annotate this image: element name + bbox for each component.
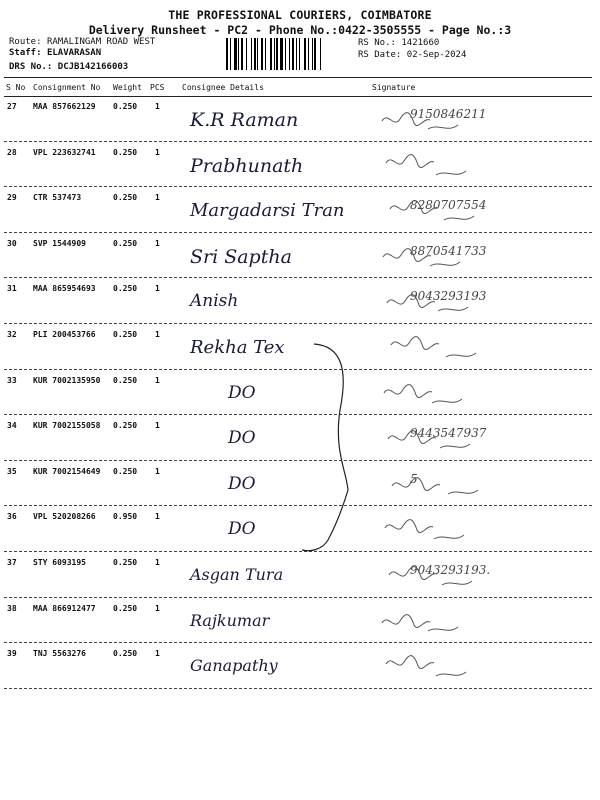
barcode-bar bbox=[299, 38, 300, 70]
barcode-bar bbox=[226, 38, 228, 70]
barcode-bar bbox=[280, 38, 283, 70]
signature-stroke bbox=[387, 295, 468, 311]
rs-date-value: 02-Sep-2024 bbox=[406, 50, 467, 60]
signature-stroke bbox=[382, 614, 458, 630]
row-consignee-handwritten: Anish bbox=[190, 291, 239, 312]
signature-stroke bbox=[383, 248, 460, 265]
row-consignment: MAA 866912477 bbox=[33, 603, 96, 613]
row-separator bbox=[4, 688, 592, 689]
row-weight: 0.250 bbox=[113, 421, 138, 431]
row-sno: 29 bbox=[7, 193, 17, 203]
barcode-bar bbox=[314, 38, 316, 70]
row-consignee-handwritten: Asgan Tura bbox=[190, 565, 284, 584]
row-signature-note: 9043293193. bbox=[410, 563, 491, 577]
signature-scribble bbox=[368, 236, 592, 282]
signature-stroke bbox=[391, 337, 476, 357]
row-weight: 0.250 bbox=[113, 466, 138, 476]
row-consignment: KUR 7002155058 bbox=[33, 421, 101, 431]
row-pcs: 1 bbox=[155, 147, 160, 157]
barcode-bar bbox=[289, 38, 290, 70]
row-consignment: MAA 865954693 bbox=[33, 284, 96, 294]
row-consignee-handwritten: Rekha Tex bbox=[190, 337, 285, 358]
row-weight: 0.250 bbox=[113, 147, 138, 157]
row-separator bbox=[4, 186, 592, 187]
barcode-bar bbox=[292, 38, 294, 70]
row-pcs: 1 bbox=[155, 102, 160, 111]
barcode-bar bbox=[246, 38, 247, 70]
row-consignment: MAA 857662129 bbox=[33, 102, 96, 111]
row-consignment: VPL 520208266 bbox=[33, 512, 96, 522]
signature-stroke bbox=[384, 384, 462, 402]
row-pcs: 1 bbox=[155, 375, 160, 385]
row-sno: 33 bbox=[7, 375, 17, 385]
row-weight: 0.950 bbox=[113, 512, 138, 522]
barcode-bar bbox=[238, 38, 239, 70]
route-line bbox=[9, 37, 155, 47]
col-weight: Weight bbox=[113, 83, 142, 92]
signature-scribble bbox=[368, 190, 592, 236]
row-consignment: KUR 7002135950 bbox=[33, 375, 101, 385]
row-sno: 32 bbox=[7, 330, 17, 339]
signature-scribble bbox=[368, 281, 592, 327]
barcode-bar bbox=[254, 38, 256, 70]
barcode-bar bbox=[241, 38, 243, 70]
row-weight: 0.250 bbox=[113, 193, 138, 203]
barcode-bar bbox=[296, 38, 297, 70]
signature-stroke bbox=[385, 520, 464, 539]
staff-label: Staff: bbox=[9, 48, 42, 58]
row-consignment: VPL 223632741 bbox=[33, 147, 96, 157]
col-sno: S No bbox=[6, 83, 26, 92]
barcode-bar bbox=[257, 38, 258, 70]
bracket-mark bbox=[296, 340, 366, 560]
row-consignee-handwritten: Ganapathy bbox=[190, 656, 278, 676]
row-signature-note: 9043293193 bbox=[410, 289, 487, 304]
col-consignment: Consignment No bbox=[33, 83, 101, 92]
signature-stroke bbox=[382, 113, 458, 129]
drs-value: DCJB142166003 bbox=[57, 62, 129, 72]
row-consignment: STY 6093195 bbox=[33, 558, 86, 567]
barcode-bar bbox=[265, 38, 266, 70]
row-sno: 30 bbox=[7, 238, 17, 248]
signature-scribble bbox=[368, 99, 592, 145]
row-separator bbox=[4, 277, 592, 278]
barcode-bar bbox=[285, 38, 286, 70]
signature-scribble bbox=[368, 509, 592, 555]
rs-no-value: 1421660 bbox=[401, 38, 440, 48]
barcode-bar bbox=[274, 38, 275, 70]
header-rule-bottom bbox=[4, 96, 592, 97]
col-consignee: Consignee Details bbox=[182, 83, 264, 92]
row-pcs: 1 bbox=[155, 558, 160, 567]
barcode-bar bbox=[276, 38, 278, 70]
row-pcs: 1 bbox=[155, 512, 160, 522]
row-separator bbox=[4, 232, 592, 233]
header-rule-top bbox=[4, 77, 592, 78]
row-separator bbox=[4, 141, 592, 142]
signature-scribble bbox=[368, 555, 592, 601]
rs-no-label: RS No.: bbox=[358, 38, 396, 48]
signature-stroke bbox=[389, 567, 472, 585]
signature-scribble bbox=[368, 418, 592, 464]
barcode-bar bbox=[320, 38, 321, 70]
route-label: Route: bbox=[9, 37, 42, 47]
row-sno: 37 bbox=[7, 558, 17, 567]
row-sno: 31 bbox=[7, 284, 17, 294]
row-weight: 0.250 bbox=[113, 375, 138, 385]
row-weight: 0.250 bbox=[113, 558, 138, 567]
runsheet-title: Delivery Runsheet - PC2 - Phone No.:0422-3505555 - Page No.:3 bbox=[88, 23, 512, 37]
row-separator bbox=[4, 597, 592, 598]
row-signature-note: 5 bbox=[410, 471, 418, 486]
row-consignment: PLI 200453766 bbox=[33, 330, 96, 339]
row-sno: 34 bbox=[7, 421, 17, 431]
rs-date-line bbox=[358, 50, 466, 60]
row-pcs: 1 bbox=[155, 284, 160, 294]
staff-value: ELAVARASAN bbox=[46, 48, 102, 58]
signature-scribble bbox=[368, 327, 592, 373]
signature-stroke bbox=[390, 201, 474, 220]
row-signature-note: 9443547937 bbox=[410, 426, 487, 441]
row-consignee-handwritten: Rajkumar bbox=[190, 610, 270, 630]
row-consignment: KUR 7002154649 bbox=[33, 466, 101, 476]
row-weight: 0.250 bbox=[113, 284, 138, 294]
drs-label: DRS No.: bbox=[9, 62, 53, 72]
row-pcs: 1 bbox=[155, 330, 160, 339]
row-pcs: 1 bbox=[155, 421, 160, 431]
route-value: RAMALINGAM ROAD WEST bbox=[46, 37, 156, 47]
row-pcs: 1 bbox=[155, 193, 160, 203]
row-weight: 0.250 bbox=[113, 649, 138, 659]
barcode-bar bbox=[304, 38, 306, 70]
signature-stroke bbox=[388, 431, 470, 448]
barcode-bar bbox=[312, 38, 313, 70]
signature-scribble bbox=[368, 373, 592, 419]
col-pcs: PCS bbox=[150, 83, 165, 92]
signature-scribble bbox=[368, 601, 592, 647]
row-consignee-handwritten: DO bbox=[228, 519, 256, 540]
signature-stroke bbox=[392, 477, 478, 493]
row-consignee-handwritten: Margadarsi Tran bbox=[190, 200, 345, 222]
signature-scribble bbox=[368, 145, 592, 191]
row-sno: 28 bbox=[7, 147, 17, 157]
row-consignment: TNJ 5563276 bbox=[33, 649, 86, 659]
row-pcs: 1 bbox=[155, 649, 160, 659]
row-consignee-handwritten: DO bbox=[228, 473, 256, 494]
row-consignment: CTR 537473 bbox=[33, 193, 82, 203]
row-weight: 0.250 bbox=[113, 238, 138, 248]
barcode-image bbox=[226, 38, 346, 70]
row-sno: 38 bbox=[7, 603, 17, 613]
row-consignee-handwritten: Sri Saptha bbox=[190, 245, 292, 268]
row-consignment: SVP 1544909 bbox=[33, 238, 86, 248]
drs-line bbox=[9, 62, 128, 72]
row-separator bbox=[4, 323, 592, 324]
row-sno: 35 bbox=[7, 466, 17, 476]
barcode-bar bbox=[230, 38, 231, 70]
row-pcs: 1 bbox=[155, 466, 160, 476]
staff-line bbox=[9, 48, 101, 58]
signature-stroke bbox=[386, 656, 466, 676]
row-separator bbox=[4, 642, 592, 643]
col-signature: Signature bbox=[372, 83, 416, 92]
signature-scribble bbox=[368, 646, 592, 692]
row-consignee-handwritten: DO bbox=[228, 428, 256, 449]
row-pcs: 1 bbox=[155, 603, 160, 613]
row-weight: 0.250 bbox=[113, 330, 138, 339]
row-signature-note: 8870541733 bbox=[410, 243, 487, 258]
row-sno: 36 bbox=[7, 512, 17, 522]
company-title: THE PROFESSIONAL COURIERS, COIMBATORE bbox=[168, 8, 432, 22]
barcode-bar bbox=[308, 38, 309, 70]
rs-date-label: RS Date: bbox=[358, 50, 402, 60]
row-consignee-handwritten: Prabhunath bbox=[190, 154, 304, 177]
signature-stroke bbox=[386, 154, 466, 174]
row-consignee-handwritten: K.R Raman bbox=[190, 109, 299, 131]
barcode-bar bbox=[270, 38, 272, 70]
row-weight: 0.250 bbox=[113, 603, 138, 613]
row-signature-note: 8280707554 bbox=[410, 198, 487, 213]
row-signature-note: 9150846211 bbox=[410, 107, 487, 121]
barcode-bar bbox=[234, 38, 237, 70]
barcode-bar bbox=[261, 38, 263, 70]
barcode-bar bbox=[251, 38, 252, 70]
row-consignee-handwritten: DO bbox=[228, 382, 256, 403]
row-sno: 27 bbox=[7, 102, 17, 111]
rs-no-line bbox=[358, 38, 439, 48]
row-weight: 0.250 bbox=[113, 102, 138, 111]
row-sno: 39 bbox=[7, 649, 17, 659]
signature-scribble bbox=[368, 464, 592, 510]
row-pcs: 1 bbox=[155, 238, 160, 248]
